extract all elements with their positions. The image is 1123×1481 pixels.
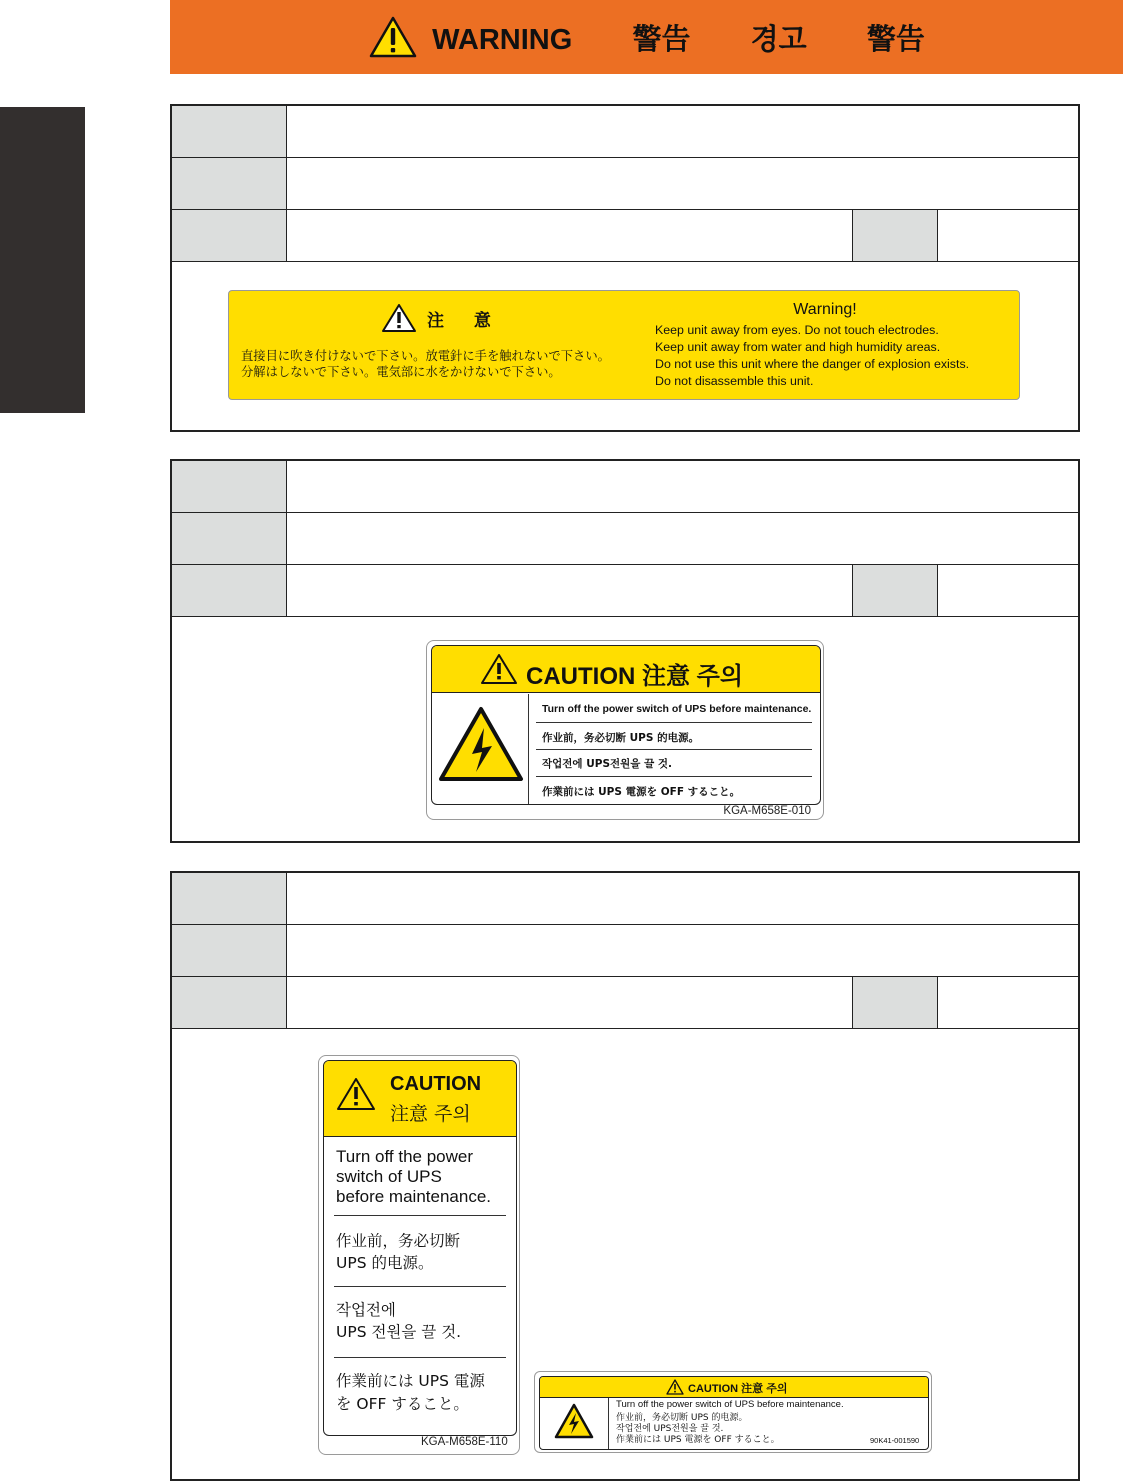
caution-title-en: CAUTION (390, 1073, 482, 1095)
warning-sticker (228, 290, 1020, 400)
warning-triangle-icon (480, 653, 518, 685)
row-header-cell (172, 158, 287, 209)
info-row (172, 513, 1078, 565)
caution-line-jp: 作業前には UPS 電源 (336, 1372, 485, 1390)
info-row (172, 158, 1078, 210)
caution-line-kr: 작업전에 (336, 1301, 396, 1319)
caution-title: CAUTION 注意 주의 (688, 1383, 788, 1395)
caution-line-en: Turn off the power (336, 1147, 474, 1166)
sticker-jp-title: 注 意 (427, 310, 503, 331)
caution-sticker-small (534, 1371, 932, 1453)
sticker-en-title: Warning! (793, 301, 857, 318)
row-header-cell (852, 210, 938, 261)
sticker-en-line: Keep unit away from eyes. Do not touch electrodes. (655, 323, 939, 337)
caution-header-bar (540, 1377, 928, 1398)
info-row (172, 977, 1078, 1029)
caution-line-en: switch of UPS (336, 1167, 442, 1186)
sticker-en-line: Do not disassemble this unit. (655, 374, 814, 388)
row-header-cell (852, 565, 938, 616)
warning-triangle-icon (368, 15, 418, 59)
label-part-code: KGA-M658E-110 (421, 1436, 508, 1448)
electric-shock-icon (554, 1403, 594, 1439)
caution-header-bar (324, 1061, 516, 1137)
info-row (172, 565, 1078, 617)
caution-title-local: 注意 주의 (390, 1103, 471, 1125)
caution-line-jp: を OFF すること。 (336, 1395, 469, 1413)
warning-triangle-icon (381, 303, 417, 333)
caution-line-kr: 작업전에 UPS전원을 끌 것. (542, 758, 673, 770)
caution-line-en: Turn off the power switch of UPS before maintenance. (542, 703, 812, 715)
row-header-cell (172, 925, 287, 976)
label-section-1 (170, 104, 1080, 432)
label-part-code: KGA-M658E-010 (723, 805, 811, 817)
warning-banner (170, 0, 1123, 74)
section-side-tab (0, 107, 85, 413)
electric-shock-icon (438, 706, 524, 782)
info-row (172, 461, 1078, 513)
caution-title: CAUTION 注意 주의 (526, 663, 744, 690)
row-header-cell (172, 977, 287, 1028)
sticker-jp-line: 分解はしないで下さい。電気部に水をかけないで下さい。 (241, 365, 561, 379)
row-header-cell (172, 873, 287, 924)
warning-triangle-icon (666, 1379, 684, 1395)
caution-line-kr: UPS 전원을 끌 것. (336, 1323, 462, 1341)
row-header-cell (172, 106, 287, 157)
row-header-cell (172, 565, 287, 616)
caution-header-bar (432, 646, 820, 693)
warning-triangle-icon (336, 1077, 376, 1111)
row-header-cell (852, 977, 938, 1028)
caution-sticker-vertical (318, 1055, 520, 1455)
caution-line-cn: UPS 的电源。 (336, 1254, 434, 1272)
caution-line-cn: 作业前，务必切断 UPS 的电源。 (542, 732, 700, 744)
info-row (172, 210, 1078, 262)
sticker-jp-heading (381, 303, 503, 333)
caution-line-cn: 作业前，务必切断 UPS 的电源。 (616, 1413, 748, 1423)
banner-title: WARNING 警告 경고 警告 (432, 23, 925, 56)
info-row (172, 106, 1078, 158)
caution-line-en: before maintenance. (336, 1187, 491, 1206)
label-part-code: 90K41-001590 (870, 1436, 920, 1445)
caution-line-cn: 作业前，务必切断 (336, 1232, 461, 1250)
caution-line-jp: 作業前には UPS 電源を OFF すること。 (616, 1435, 780, 1445)
row-header-cell (172, 461, 287, 512)
label-section-3 (170, 871, 1080, 1481)
row-header-cell (172, 513, 287, 564)
sticker-en-line: Do not use this unit where the danger of explosion exists. (655, 357, 970, 371)
row-header-cell (172, 210, 287, 261)
label-section-2 (170, 459, 1080, 843)
sticker-jp-line: 直接目に吹き付けないで下さい。放電針に手を触れないで下さい。 (241, 349, 610, 363)
sticker-en-line: Keep unit away from water and high humidity areas. (655, 340, 941, 354)
caution-line-kr: 작업전에 UPS전원을 끌 것. (616, 1424, 724, 1434)
caution-line-jp: 作業前には UPS 電源を OFF すること。 (542, 786, 741, 798)
info-row (172, 873, 1078, 925)
caution-line-en: Turn off the power switch of UPS before maintenance. (616, 1399, 844, 1410)
info-row (172, 925, 1078, 977)
caution-sticker-horizontal (426, 640, 824, 820)
